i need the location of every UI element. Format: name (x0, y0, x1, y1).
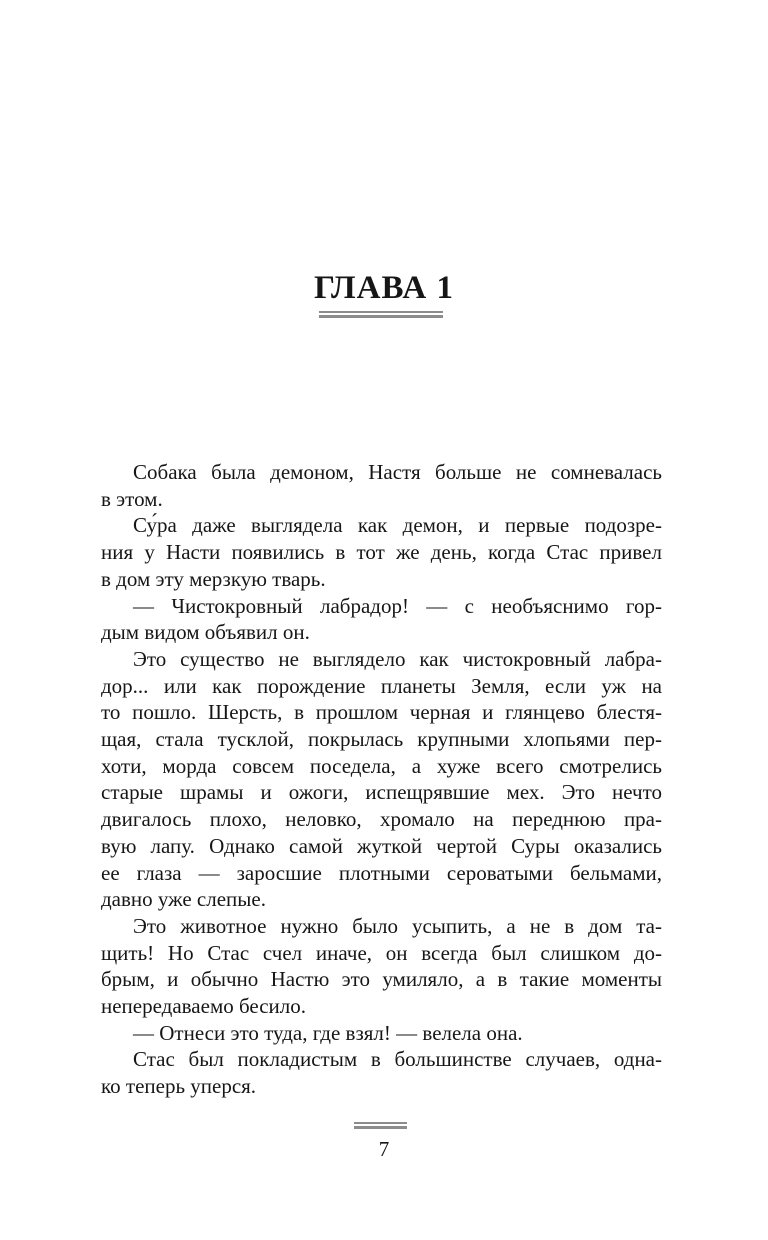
text-line: дым видом объявил он. (101, 620, 310, 645)
text-line: щая, стала тусклой, покрылась крупными хлопьями пер- (101, 727, 662, 751)
chapter-title-rule-bottom (319, 315, 443, 318)
text-line: вую лапу. Однако самой жуткой чертой Суры оказались (101, 833, 662, 858)
text-line: Собака была демоном, Настя больше не сомневалась (133, 460, 662, 484)
text-line: брым, и обычно Настю это умиляло, а в такие моменты (101, 967, 662, 992)
text-line: в этом. (101, 486, 163, 511)
text-line: в дом эту мерзкую тварь. (101, 566, 326, 591)
text-line: двигалось плохо, неловко, хромало на переднюю пра- (101, 807, 662, 832)
text-line: щить! Но Стас счел иначе, он всегда был слишком до- (101, 940, 662, 965)
text-line: непередаваемо бесило. (101, 994, 307, 1018)
text-line: ния у Насти появились в тот же день, когда Стас привел (101, 540, 662, 565)
text-line: давно уже слепые. (101, 887, 266, 912)
text-line: дор... или как порождение планеты Земля, если уж на (101, 673, 662, 698)
page-number-rule-top (354, 1122, 407, 1124)
text-line: то пошло. Шерсть, в прошлом черная и глянцево блестя- (101, 700, 662, 725)
text-line: ко теперь уперся. (101, 1074, 257, 1099)
chapter-title: ГЛАВА 1 (314, 270, 454, 306)
text-line: Это существо не выглядело как чистокровный лабра- (133, 646, 662, 671)
text-line: — Отнеси это туда, где взял! — велела она. (133, 1020, 523, 1045)
text-line: хоти, морда совсем поседела, а хуже всего смотрелись (101, 753, 662, 778)
text-line: Су́ра даже выглядела как демон, и первые подозре- (133, 513, 662, 538)
page-number: 7 (378, 1137, 390, 1161)
page-number-rule-bottom (354, 1126, 407, 1129)
text-line: ее глаза — заросшие плотными сероватыми бельмами, (101, 860, 662, 885)
text-line: — Чистокровный лабрадор! — с необъяснимо гор- (133, 593, 662, 618)
text-line: старые шрамы и ожоги, испещрявшие мех. Это нечто (101, 780, 662, 805)
chapter-title-rule-top (319, 311, 443, 313)
text-line: Это животное нужно было усыпить, а не в дом та- (133, 913, 662, 938)
text-line: Стас был покладистым в большинстве случаев, одна- (133, 1047, 662, 1072)
